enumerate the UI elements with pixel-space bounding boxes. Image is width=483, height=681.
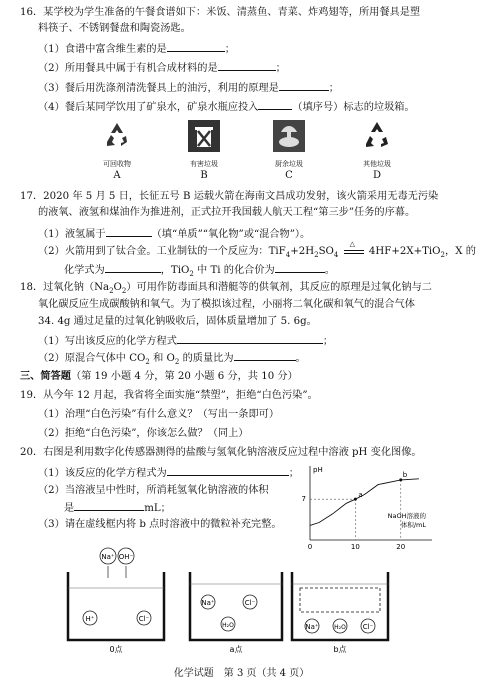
q18-part1-text: （1）写出该反应的化学方程式 — [38, 336, 177, 347]
answer-blank[interactable] — [106, 226, 152, 237]
ion-label: Na⁺ — [305, 623, 319, 631]
q17-part2 — [38, 240, 476, 262]
q18-part1 — [38, 333, 333, 349]
q16-part3 — [38, 80, 339, 96]
subscript: 2 — [109, 287, 114, 296]
answer-blank[interactable] — [279, 80, 329, 91]
q17-part3 — [64, 262, 335, 281]
ion-label: Cl⁻ — [138, 615, 150, 623]
q20-stem: 20．右图是利用数字化传感器测得的盐酸与氢氧化钠溶液反应过程中溶液 pH 变化图像。 — [20, 447, 422, 458]
bin-caption-d: 其他垃圾 — [363, 160, 391, 168]
q16-part4 — [38, 99, 415, 115]
ion-label: H⁺ — [85, 615, 95, 623]
q20-part1-text: （1）该反应的化学方程式为 — [38, 468, 167, 479]
q17-part3-d: 中 Ti 的化合价为 — [193, 265, 275, 276]
subscript: 4 — [333, 251, 339, 260]
answer-blank[interactable] — [74, 500, 144, 511]
subscript: 2 — [440, 251, 446, 260]
point-b-label: b — [402, 470, 408, 479]
y-tick-label: 7 — [301, 495, 306, 504]
answer-blank[interactable] — [234, 350, 296, 361]
q16-part4-text-a: （4）餐后某同学饮用了矿泉水，矿泉水瓶应投入 — [38, 102, 259, 113]
q16-part2 — [38, 60, 286, 76]
ion-label: Na⁺ — [101, 553, 115, 561]
q18-part2 — [38, 350, 306, 369]
subscript: 2 — [314, 251, 319, 260]
point-a — [354, 498, 357, 501]
q19-stem: 19．从今年 12 月起，我省将全面实施“禁塑”，拒绝“白色污染”。 — [20, 390, 318, 401]
beaker-a-point — [186, 560, 286, 654]
page-footer: 化学试题 第 3 页（共 4 页） — [173, 668, 310, 679]
q20-part2-cont — [64, 500, 171, 516]
beaker-label: a点 — [229, 645, 243, 654]
subscript: 2 — [121, 287, 127, 296]
reaction-arrow — [342, 240, 366, 257]
answer-blank[interactable] — [177, 333, 323, 344]
x-tick-label: 20 — [396, 543, 406, 550]
subscript: 2 — [189, 270, 194, 279]
q17-part2-i: ，X 的 — [445, 246, 476, 257]
answer-blank[interactable] — [258, 99, 292, 110]
q18-part2-end: 。 — [295, 353, 306, 364]
answer-blank[interactable] — [275, 262, 325, 273]
subscript: 2 — [145, 358, 150, 367]
point-a-label: a — [358, 491, 363, 500]
answer-blank[interactable] — [167, 465, 289, 476]
q19-part2: （2）拒绝“白色污染”，你该怎么做？（同上） — [38, 428, 249, 439]
q18-l1-c: O — [113, 282, 122, 293]
beaker-label: 0点 — [109, 645, 123, 654]
bin-letter-c: C — [285, 170, 293, 181]
q18-part1-end: ； — [322, 336, 334, 347]
q16-stem-line2: 料筷子、不锈钢餐盘和陶瓷汤匙。 — [38, 23, 191, 34]
subscript: 4 — [285, 251, 291, 260]
q17-part1-a: （1）液氢属于 — [38, 229, 106, 240]
beaker-outline — [68, 572, 164, 640]
q16-part2-end: ； — [275, 63, 286, 74]
section-title: 三、简答题 — [20, 371, 71, 382]
section-3-heading — [20, 370, 298, 384]
q20-part1-end: ； — [288, 468, 299, 479]
bin-letter-b: B — [200, 170, 208, 181]
q17-stem-line2: 的液氧、液氢和煤油作为推进剂，正式拉开我国载人航天工程“第三步”任务的序幕。 — [38, 207, 416, 218]
q17-part1-b: （填“单质”“氧化物”或“混合物”）。 — [151, 229, 311, 240]
q17-part2-c: +2H — [290, 246, 315, 257]
x-axis-label-line1: NaOH溶液的 — [387, 512, 426, 520]
ion-label: H₂O — [334, 624, 346, 631]
beaker-0-point — [64, 544, 174, 654]
q16-part4-text-b: （填序号）标志的垃圾箱。 — [292, 102, 415, 113]
ion-label: Cl⁻ — [244, 599, 256, 607]
subscript: 2 — [174, 358, 180, 367]
beaker-label: b点 — [333, 645, 347, 654]
q18-part2-c: 和 O — [149, 353, 175, 364]
q16-part3-text: （3）餐后用洗涤剂清洗餐具上的油污，利用的原理是 — [38, 83, 279, 94]
q18-stem-line1 — [20, 281, 432, 298]
q18-l1-a: 18．过氧化钠（Na — [20, 282, 110, 293]
ion-label: OH⁻ — [118, 553, 134, 561]
q17-part3-e: 。 — [324, 265, 335, 276]
q16-part2-text: （2）所用餐具中属于有机合成材料的是 — [38, 63, 218, 74]
q18-part2-e: 的质量比为 — [179, 353, 234, 364]
ion-label: H₂O — [222, 622, 234, 629]
x-tick-label: 0 — [307, 543, 313, 550]
q20-part3: （3）请在虚线框内将 b 点时溶液中的微粒补充完整。 — [38, 519, 282, 530]
q18-stem-line2: 氧化碳反应生成碳酸钠和氧气。为了模拟该过程，小丽将二氧化碳和氧气的混合气体 — [38, 299, 415, 310]
other-waste-icon — [359, 118, 395, 154]
q20-part2: （2）当溶液呈中性时，所消耗氢氧化钠溶液的体积 — [38, 485, 269, 496]
ion-label: Na⁺ — [201, 599, 215, 607]
q17-part3-b: ，TiO — [160, 265, 190, 276]
ion-label: Cl⁻ — [362, 623, 374, 631]
q18-stem-line3: 34. 4g 通过足量的过氧化钠吸收后，固体质量增加了 5. 6g。 — [38, 316, 317, 327]
q18-l1-e: ）可用作防毒面具和潜艇等的供氧剂，其反应的原理是过氧化钠与二 — [126, 282, 432, 293]
x-axis-label-line2: 体积/mL — [400, 521, 426, 529]
q16-part1-text: （1）食谱中富含维生素的是 — [38, 44, 167, 55]
y-axis-label: pH — [313, 466, 323, 474]
q17-part2-a: （2）火箭用到了钛合金。工业制钛的一个反应为：TiF — [38, 246, 286, 257]
q16-part1-end: ； — [224, 44, 235, 55]
q20-part2-c: mL； — [144, 503, 171, 514]
q19-part1: （1）治理“白色污染”有什么意义？（写出一条即可） — [38, 409, 280, 420]
x-tick-label: 10 — [350, 543, 360, 550]
ph-chart — [300, 462, 435, 550]
bin-caption-a: 可回收物 — [103, 160, 131, 168]
q16-part1 — [38, 41, 235, 57]
answer-blank[interactable] — [167, 41, 225, 52]
q16-part3-end: ； — [328, 83, 339, 94]
q17-stem-line1: 17．2020 年 5 月 5 日，长征五号 B 运载火箭在海南文昌成功发射，该火箭采用无毒无污染 — [20, 191, 439, 202]
q20-part2-b: 是 — [64, 503, 75, 514]
q16-stem-line1: 16．某学校为学生准备的午餐食谱如下：米饭、清蒸鱼、青菜、炸鸡翅等，所用餐具是塑 — [20, 7, 421, 18]
section-note: （第 19 小题 4 分，第 20 小题 6 分，共 10 分） — [70, 371, 298, 382]
answer-dashed-box[interactable] — [300, 588, 380, 612]
heat-symbol: △ — [349, 240, 356, 248]
q17-part2-e: SO — [318, 246, 334, 257]
kitchen-waste-icon — [271, 118, 307, 154]
bin-letter-a: A — [113, 170, 121, 181]
q17-part2-g: 4HF+2X+TiO — [368, 246, 441, 257]
hazardous-waste-icon — [186, 118, 222, 154]
answer-blank[interactable] — [218, 60, 276, 71]
beaker-b-point — [288, 560, 392, 654]
bin-letter-d: D — [372, 170, 382, 181]
bin-caption-c: 厨余垃圾 — [275, 160, 303, 168]
q18-part2-a: （2）原混合气体中 CO — [38, 353, 146, 364]
q17-part3-a: 化学式为 — [64, 265, 105, 276]
q17-part1 — [38, 226, 310, 242]
recycle-icon — [99, 118, 135, 154]
bin-caption-b: 有害垃圾 — [190, 160, 218, 168]
answer-blank[interactable] — [105, 262, 161, 273]
q20-part1 — [38, 465, 299, 481]
